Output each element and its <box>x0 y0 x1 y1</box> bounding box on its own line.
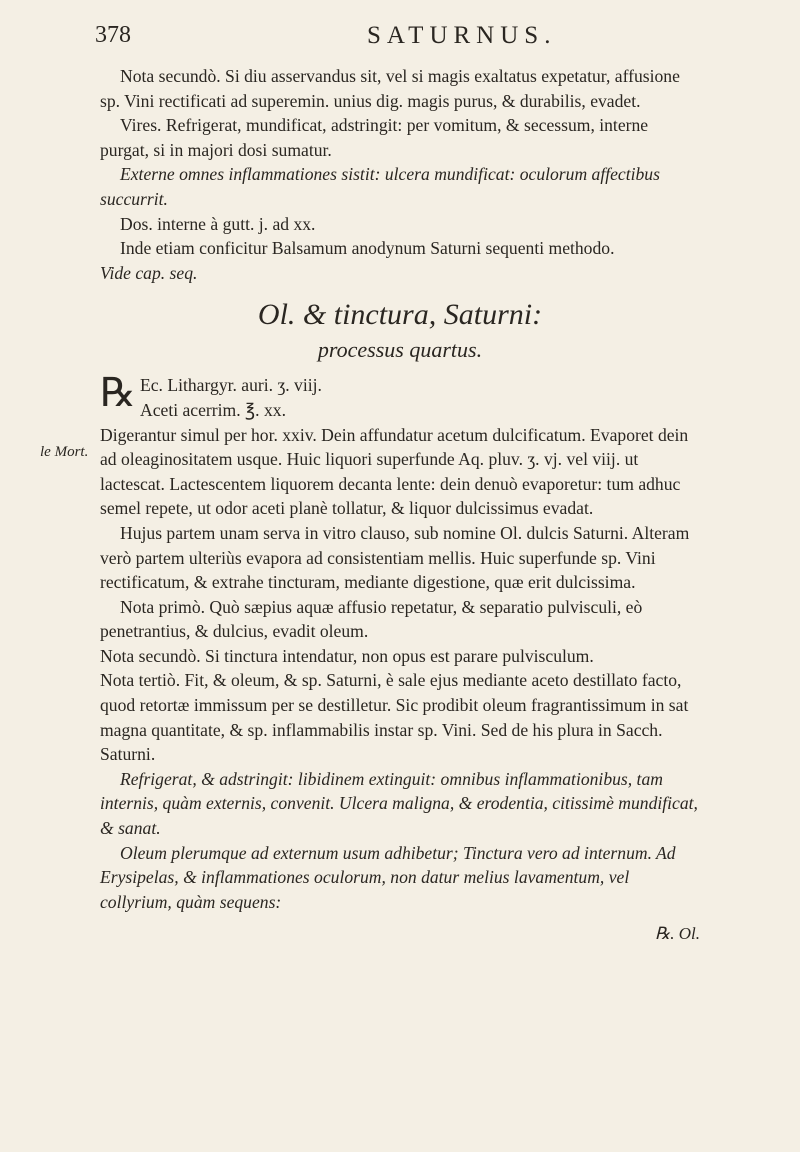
page-number: 378 <box>95 22 131 48</box>
recipe-line-2: Aceti acerrim. ℥. xx. <box>140 399 286 420</box>
margin-note: le Mort. <box>40 444 89 460</box>
paragraph-nota-tertio: Nota tertiò. Fit, & oleum, & sp. Saturni, è sale ejus mediante aceto destillato facto, quod retortæ immissum per se destilletur. Sic prodibit oleum fragrantissimum in sat magna quantitate, & sp. inflammabilis instar sp. Vini. Sed de his plura in Sacch. Saturni. <box>100 670 689 765</box>
section-subtitle: processus quartus. <box>317 337 483 363</box>
section-title: Ol. & tinctura, Saturni: <box>257 298 543 332</box>
paragraph-vide: Vide cap. seq. <box>100 262 198 283</box>
paragraph-vires: Vires. Refrigerat, mundificat, adstringit: per vomitum, & secessum, interne purgat, si in majori dosi sumatur. <box>100 115 649 160</box>
paragraph-oleum: Oleum plerumque ad externum usum adhibetur; Tinctura vero ad internum. Ad Erysipelas, & inflammationes oculorum, non datur melius lavamentum, vel collyrium, quàm sequens: <box>100 842 676 912</box>
paragraph-refrigerat: Refrigerat, & adstringit: libidinem extinguit: omnibus inflammationibus, tam internis, quàm externis, convenit. Ulcera maligna, & erodentia, citissimè mundificat, & sanat. <box>100 768 698 839</box>
paragraph-nota-primo: Nota primò. Quò sæpius aquæ affusio repetatur, & separatio pulvisculi, eò penetrantius, & dulcius, evadit oleum. <box>100 596 643 642</box>
paragraph-nota-secundo: Nota secundò. Si diu asservandus sit, vel si magis exaltatus expetatur, affusione sp. Vini rectificati ad superemin. unius dig. magis purus, & durabilis, evadet. <box>100 66 680 111</box>
paragraph-balsamum: Inde etiam conficitur Balsamum anodynum Saturni sequenti methodo. <box>120 238 615 259</box>
page-header <box>95 22 735 62</box>
paragraph-dosis: Dos. interne à gutt. j. ad xx. <box>120 213 316 234</box>
paragraph-externe: Externe omnes inflammationes sistit: ulcera mundificat: oculorum affectibus succurrit. <box>100 164 660 209</box>
paragraph-nota-secundo-2: Nota secundò. Si tinctura intendatur, non opus est parare pulvisculum. <box>100 645 594 666</box>
body-text <box>100 64 700 947</box>
recipe-block <box>100 370 700 422</box>
running-head: SATURNUS. <box>367 22 557 49</box>
catchword: ℞. Ol. <box>655 924 700 944</box>
recipe-line-1: Ec. Lithargyr. auri. ʒ. viij. <box>140 375 322 396</box>
paragraph-digerantur: Digerantur simul per hor. xxiv. Dein affundatur acetum dulcificatum. Evaporet dein ad oleaginositatem usque. Huic liquori superfunde Aq. pluv. ʒ. vj. vel viij. ut lactescat. Lactescentem liquorem decanta lente: dein denuò evaporetur: tum adhuc semel repete, ut odor aceti planè tollatur, & liquor dulcissimus evadat. <box>100 424 689 519</box>
recipe-symbol: ℞ <box>100 370 136 416</box>
paragraph-hujus: Hujus partem unam serva in vitro clauso, sub nomine Ol. dulcis Saturni. Alteram verò partem ulteriùs evapora ad consistentiam mellis. Huic superfunde sp. Vini rectificatum, & extrahe tincturam, mediante digestione, quæ erit dulcissima. <box>100 522 690 593</box>
